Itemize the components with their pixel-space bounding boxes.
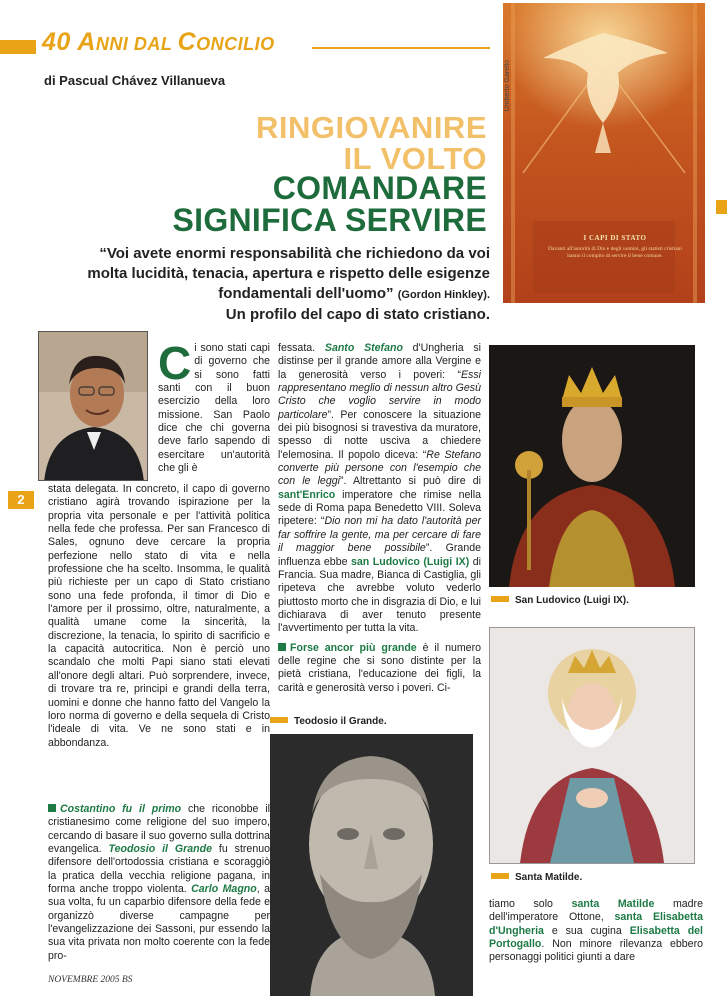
edge-mark: [716, 200, 727, 214]
author-portrait: [38, 331, 148, 481]
article-col2: fessata. Santo Stefano d'Ungheria si distinse per il grande amore alla Vergine e la generosità verso i poveri: “Essi rappresentano meglio di nessun altro Gesù Cristo che voglio servire in modo particolare”. Per conoscere la situazione dei più bisognosi si travestiva da muratore, spesso di notte usciva a chiedere l'elemosina. Il popolo diceva: “Re Stefano converte più persone con l'esempio che con le leggi”. Altrettanto si può dire di sant'Enrico imperatore che rimise nella sede di Roma papa Benedetto VIII. Soleva ripetere: “Dio non mi ha dato l'autorità per far soffrire la gente, ma per cercare di fare il maggior bene possibile”. Grande influenza ebbe san Ludovico (Luigi IX) di Francia. Sua madre, Bianca di Castiglia, gli ripeteva che avrebbe voluto vederlo piuttosto morto che in disgrazia di Dio, e lui dichiarava di aver tenuto presente l'avvertimento per tutta la vita. Forse ancor più grande è il numero delle regine che si sono distinte per la pietà cristiana, l'educazione dei figli, la carità e generosità verso i poveri. Ci-: [278, 342, 482, 694]
header-rule: [312, 47, 490, 49]
article-col3: tiamo solo santa Matilde madre dell'imperatore Ottone, santa Elisabetta d'Ungheria e sua cugina Elisabetta del Portogallo. Non minore rilevanza ebbero personaggi politici giunti a dare: [489, 898, 703, 964]
caption-matilde: Santa Matilde.: [491, 872, 582, 883]
caption-ludovico: San Ludovico (Luigi IX).: [491, 595, 629, 606]
header-accent-bar: [0, 40, 36, 54]
page-number: 2: [8, 491, 34, 509]
lead-quote: “Voi avete enormi responsabilità che richiedono da voi molta lucidità, tenacia, apertura e rispetto delle esigenze fondamentali dell'uomo” (Gordon Hinkley). Un profilo del capo di stato cristiano.: [87, 245, 490, 323]
paragraph-marker: [48, 804, 56, 812]
caption-teodosio: Teodosio il Grande.: [270, 716, 387, 727]
cover-title: I CAPI DI STATO: [583, 234, 647, 242]
san-ludovico-painting: [489, 345, 695, 587]
headline-kicker: RINGIOVANIRE IL VOLTO: [255, 110, 487, 176]
article-intro: Ci sono stati capi di governo che si sono fatti santi con il buon esercizio della loro missione. San Paolo dice che chi governa deve farlo sapendo di esercitare un'autorità che gli è: [158, 337, 270, 475]
article-col1-para2: Costantino fu il primo che riconobbe il cristianesimo come religione del suo impero, cercando di basare il suo governo sulla dottrina evangelica. Teodosio il Grande fu strenuo difensore dell'ortodossia cristiana e scoraggiò la pratica della vecchia religione pagana, in forma anche troppo violenta. Carlo Magno, a sua volta, fu un caparbio difensore della fede e organizzò diverse campagne per l'evangelizzazione dei Sassoni, pur essendo la sua vita privata non molto coerente con la fede pro-: [48, 803, 271, 962]
paragraph-marker: [278, 643, 286, 651]
article-col1-body: stata delegata. In concreto, il capo di governo cristiano agirà trovando ispirazione per la propria vita personale e per l'attività politica nella fede che professa. Per san Francesco di Sales, ognuno deve cercare la propria perfezione nello stato di vita e nella professione che ha scelto. Insomma, le qualità più richieste per un capo di Stato cristiano sono una fede profonda, il timor di Dio e l'amore per il prossimo, oltre, naturalmente, a qualità umane come la sincerità, la discrezione, la tenacia, lo spirito di sacrificio e la capacità autocritica. Non è perciò uno scandalo che molti Papi siano stati elevati all'onore degli altari. Può sorprendere, invece, di trovare tra re, principi e grandi della terra, uomini e donne che hanno fatto del Vangelo la loro norma di governo e della sequela di Cristo l'ideale di vita. Ve ne sono stati e in abbondanza.: [48, 483, 270, 749]
santa-matilde-painting: [489, 627, 695, 864]
issue-footer: NOVEMBRE 2005 BS: [48, 975, 133, 985]
lead-subtitle: Un profilo del capo di stato cristiano.: [225, 306, 490, 323]
dropcap: C: [158, 337, 192, 389]
section-title: 40 ANNI DAL CONCILIO: [42, 28, 275, 56]
photo-credit: Umberto Garello: [504, 60, 511, 112]
headline-main: COMANDARE SIGNIFICA SERVIRE: [172, 170, 487, 238]
cover-subtitle: Davanti all'autorità di Dio e degli uomini, gli statisti cristiani hanno il compito di servire il bene comune.: [548, 246, 682, 259]
teodosio-bust-photo: [270, 734, 473, 996]
quote-attribution: (Gordon Hinkley).: [397, 289, 490, 301]
author-byline: di Pascual Chávez Villanueva: [44, 73, 226, 88]
